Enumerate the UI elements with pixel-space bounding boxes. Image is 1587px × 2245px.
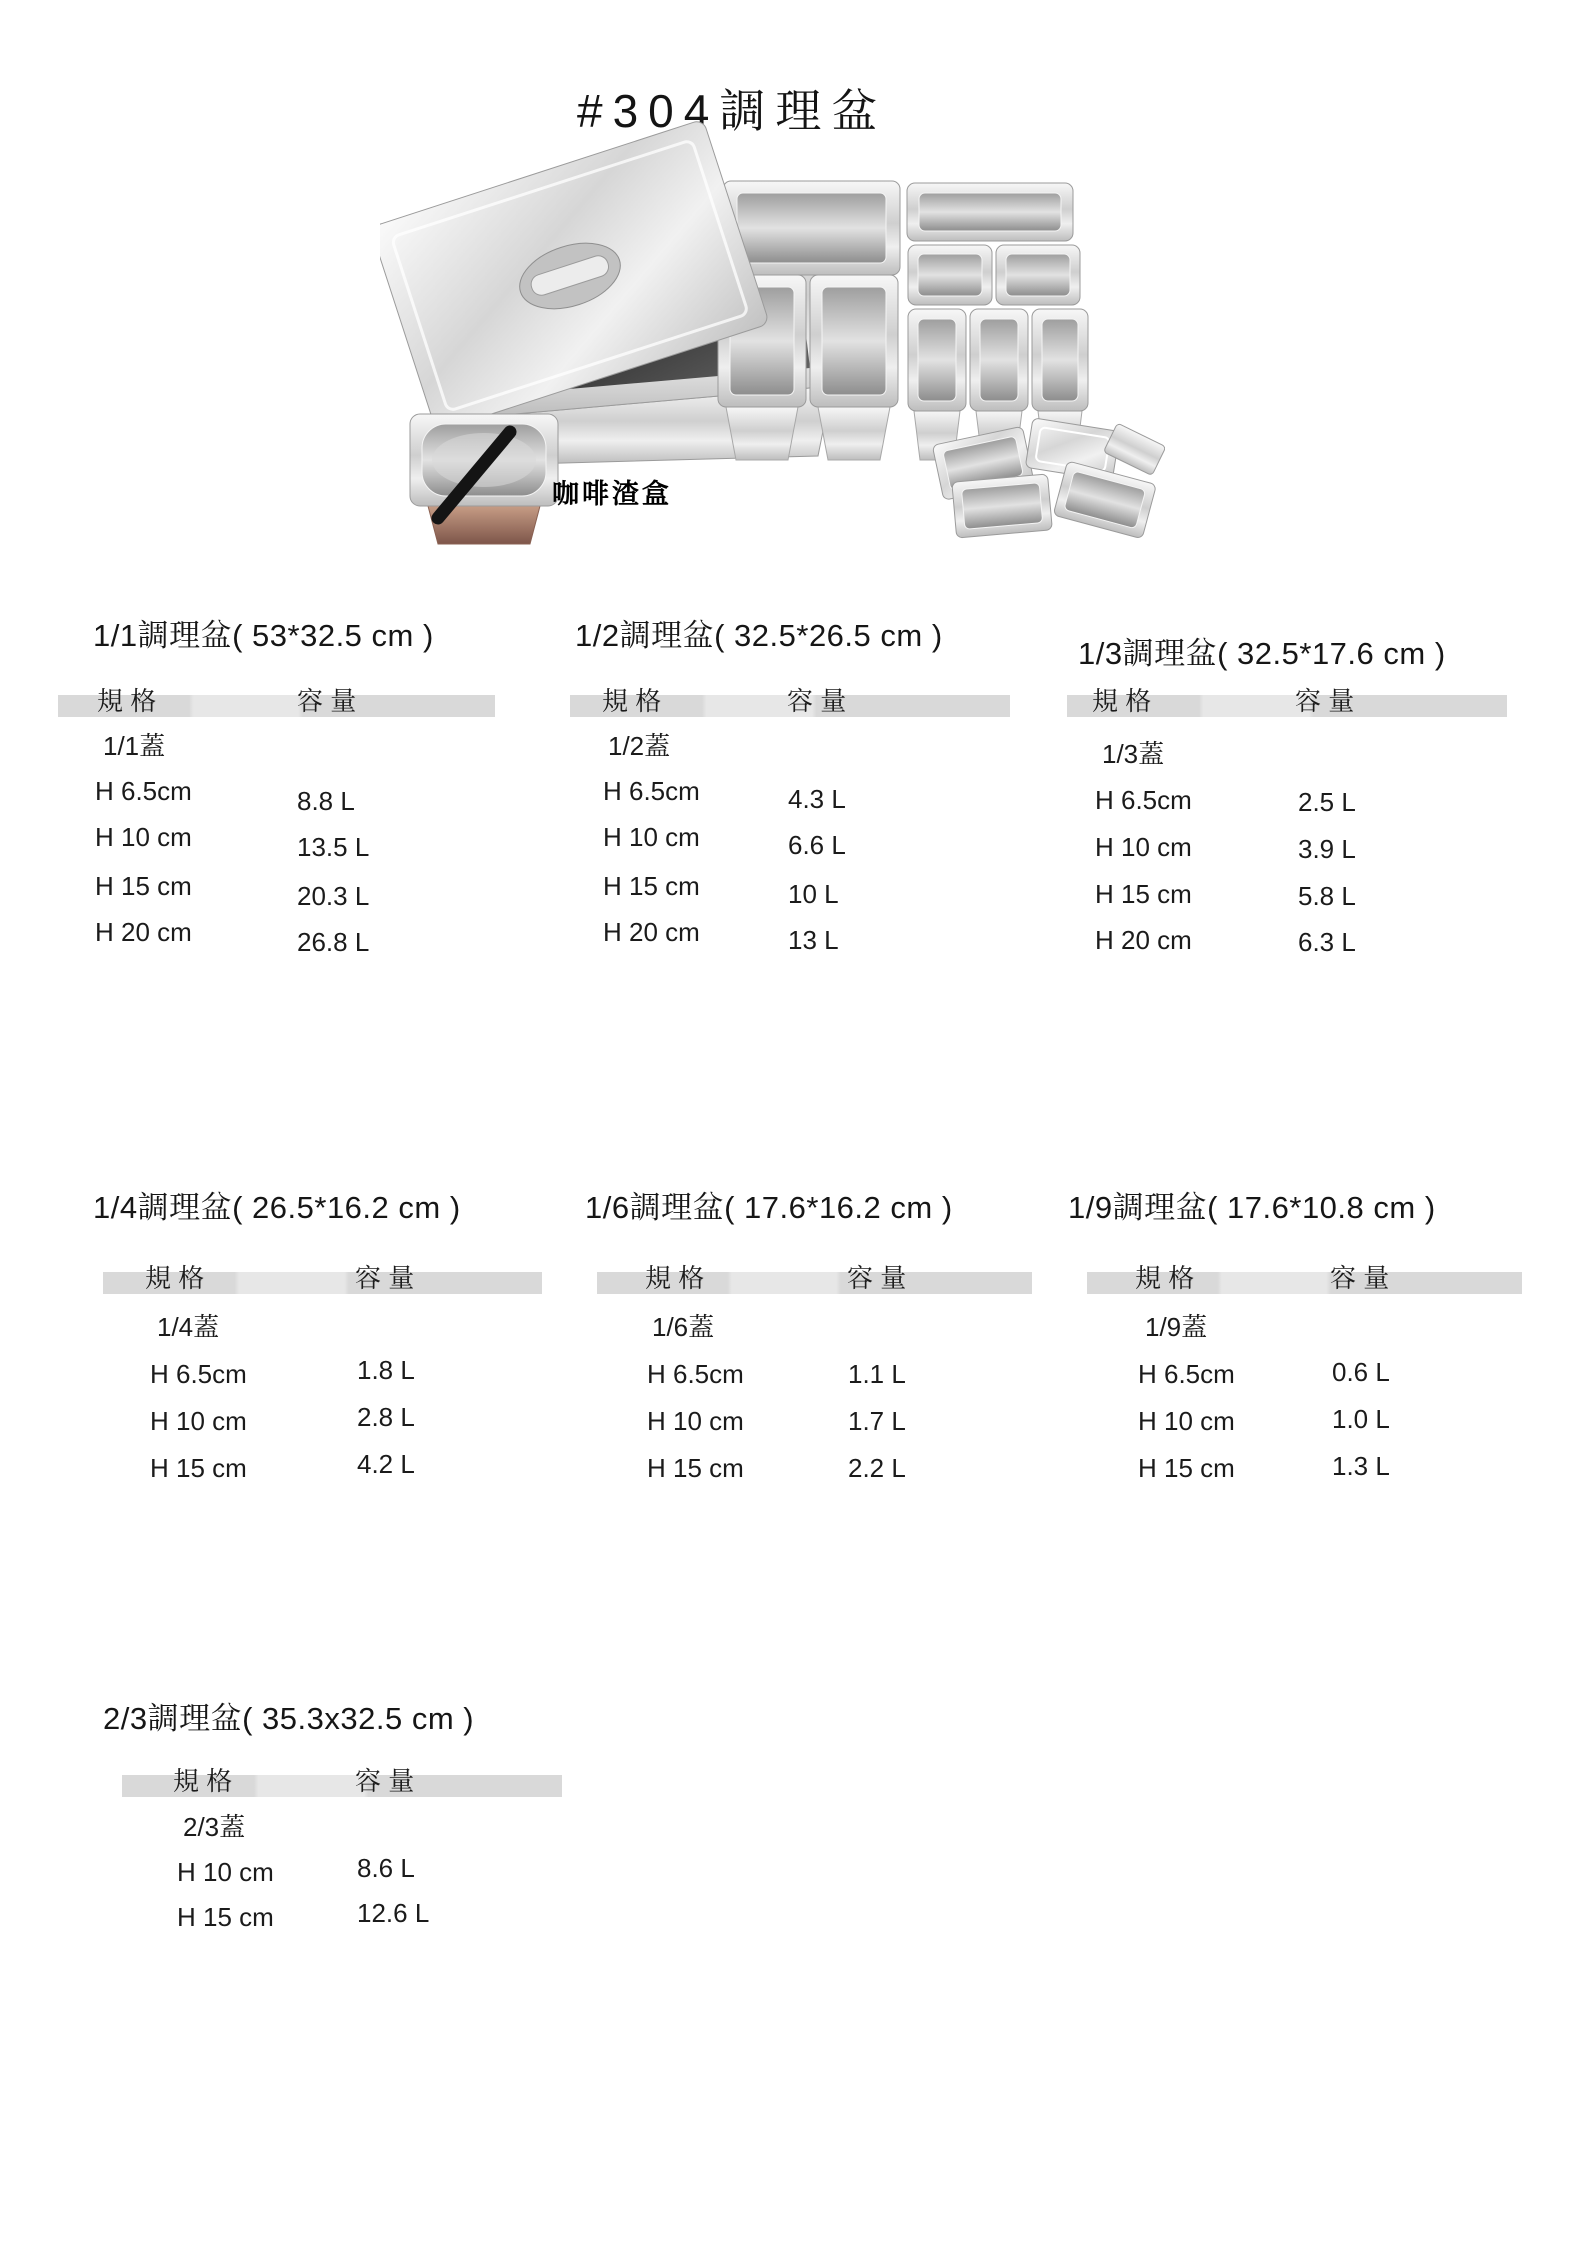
spec-cell: H 10 cm	[95, 822, 192, 852]
table-row	[103, 1402, 542, 1437]
table-row	[570, 776, 1010, 814]
spec-cell: H 15 cm	[1138, 1453, 1235, 1483]
pan-1-3-wide	[907, 183, 1073, 241]
table-row	[1087, 1357, 1522, 1390]
table-row	[570, 871, 1010, 909]
table-header-band	[122, 1766, 562, 1797]
pan-size-name: 1/6調理盆	[585, 1190, 725, 1225]
table-row	[1067, 880, 1507, 910]
capacity-cell: 1.1 L	[848, 1359, 906, 1389]
table-heading	[575, 610, 1030, 655]
pan-dimensions: ( 53*32.5 cm )	[232, 618, 434, 653]
table-row	[103, 1355, 542, 1390]
spec-cell: H 6.5cm	[1138, 1359, 1235, 1389]
table-row	[58, 917, 495, 957]
table-heading	[585, 1182, 1057, 1227]
spec-cell: H 10 cm	[150, 1406, 247, 1436]
capacity-cell: 4.2 L	[357, 1449, 415, 1479]
column-header-capacity: 容 量	[297, 686, 357, 716]
column-header-spec: 規 格	[145, 1263, 205, 1293]
pan-size-name: 1/1調理盆	[93, 618, 233, 653]
spec-cell: H 15 cm	[177, 1902, 274, 1932]
capacity-cell: 12.6 L	[357, 1898, 430, 1928]
table-row	[103, 1313, 542, 1343]
capacity-cell: 1.8 L	[357, 1355, 415, 1385]
table-row	[1087, 1404, 1522, 1437]
spec-cell: H 20 cm	[1095, 925, 1192, 955]
capacity-cell: 1.3 L	[1332, 1451, 1390, 1481]
capacity-cell: 1.7 L	[848, 1406, 906, 1436]
capacity-cell: 13 L	[788, 925, 839, 955]
spec-cell: H 15 cm	[95, 871, 192, 901]
column-header-spec: 規 格	[97, 686, 157, 716]
pan-1-4	[908, 245, 1080, 305]
table-row	[122, 1898, 562, 1933]
column-header-spec: 規 格	[1135, 1263, 1195, 1293]
table-row	[1067, 833, 1507, 863]
spec-cell: H 6.5cm	[647, 1359, 744, 1389]
table-header-band	[1067, 686, 1507, 717]
column-header-spec: 規 格	[645, 1263, 705, 1293]
table-header-band	[1087, 1263, 1522, 1294]
table-row	[58, 871, 495, 911]
capacity-cell: 6.6 L	[788, 830, 846, 860]
table-row	[1087, 1451, 1522, 1484]
capacity-cell: 1.0 L	[1332, 1404, 1390, 1434]
spec-cell: 1/3蓋	[1102, 739, 1165, 769]
pan-size-name: 1/2調理盆	[575, 618, 715, 653]
table-row	[58, 822, 495, 862]
table-heading	[1078, 628, 1527, 673]
table-heading	[103, 1693, 582, 1738]
spec-cell: H 6.5cm	[95, 776, 192, 806]
pan-dimensions: ( 32.5*26.5 cm )	[714, 618, 943, 653]
capacity-cell: 26.8 L	[297, 927, 370, 957]
column-header-capacity: 容 量	[355, 1766, 415, 1796]
column-header-spec: 規 格	[602, 686, 662, 716]
table-row	[103, 1449, 542, 1484]
coffee-box-label: 咖啡渣盒	[552, 479, 672, 509]
table-row	[122, 1853, 562, 1888]
table-heading	[93, 610, 518, 655]
table-row	[597, 1313, 1032, 1343]
table-heading	[93, 1182, 563, 1227]
spec-cell: H 6.5cm	[150, 1359, 247, 1389]
spec-table-1-2	[570, 610, 1030, 955]
table-row	[1087, 1313, 1522, 1343]
table-row	[58, 732, 495, 762]
column-header-capacity: 容 量	[355, 1263, 415, 1293]
spec-cell: H 6.5cm	[603, 776, 700, 806]
pan-dimensions: ( 26.5*16.2 cm )	[232, 1190, 461, 1225]
capacity-cell: 8.6 L	[357, 1853, 415, 1883]
table-row	[570, 732, 1010, 762]
column-header-capacity: 容 量	[847, 1263, 907, 1293]
capacity-cell: 2.2 L	[848, 1453, 906, 1483]
spec-cell: H 20 cm	[603, 917, 700, 947]
product-photo-pan-assortment	[920, 408, 1165, 543]
capacity-cell: 13.5 L	[297, 832, 370, 862]
pan-size-name: 1/3調理盆	[1078, 636, 1218, 671]
table-header-band	[570, 686, 1010, 717]
table-row	[570, 822, 1010, 860]
spec-cell: 2/3蓋	[183, 1812, 246, 1842]
capacity-cell: 10 L	[788, 879, 839, 909]
spec-cell: H 10 cm	[177, 1857, 274, 1887]
spec-cell: H 15 cm	[647, 1453, 744, 1483]
capacity-cell: 5.8 L	[1298, 881, 1356, 911]
table-row	[597, 1454, 1032, 1484]
spec-cell: H 6.5cm	[1095, 785, 1192, 815]
product-photo-coffee-knock-box	[408, 408, 563, 548]
capacity-cell: 6.3 L	[1298, 927, 1356, 957]
table-row	[570, 917, 1010, 955]
spec-cell: H 15 cm	[1095, 879, 1192, 909]
capacity-cell: 8.8 L	[297, 786, 355, 816]
table-row	[1067, 926, 1507, 956]
spec-cell: H 10 cm	[603, 822, 700, 852]
capacity-cell: 2.5 L	[1298, 787, 1356, 817]
spec-cell: 1/2蓋	[608, 731, 671, 761]
pan-dimensions: ( 32.5*17.6 cm )	[1217, 636, 1446, 671]
column-header-capacity: 容 量	[1330, 1263, 1390, 1293]
table-header-band	[597, 1263, 1032, 1294]
table-header-band	[103, 1263, 542, 1294]
spec-cell: H 10 cm	[1138, 1406, 1235, 1436]
pan-size-name: 1/4調理盆	[93, 1190, 233, 1225]
table-row	[122, 1813, 562, 1843]
spec-table-2-3	[103, 1693, 582, 1932]
table-row	[597, 1407, 1032, 1437]
spec-table-1-6	[585, 1182, 1057, 1483]
column-header-capacity: 容 量	[787, 686, 847, 716]
capacity-cell: 20.3 L	[297, 881, 370, 911]
capacity-cell: 3.9 L	[1298, 834, 1356, 864]
capacity-cell: 0.6 L	[1332, 1357, 1390, 1387]
column-header-capacity: 容 量	[1295, 686, 1355, 716]
table-heading	[1068, 1182, 1547, 1227]
spec-table-1-3	[1067, 628, 1527, 957]
pan-size-name: 2/3調理盆	[103, 1701, 243, 1736]
spec-table-1-4	[93, 1182, 563, 1483]
spec-table-1-1	[58, 610, 518, 957]
spec-cell: H 15 cm	[150, 1453, 247, 1483]
page-title: #304調理盆	[577, 84, 888, 137]
pan-size-name: 1/9調理盆	[1068, 1190, 1208, 1225]
table-header-band	[58, 686, 495, 717]
table-row	[1067, 740, 1507, 770]
spec-cell: 1/1蓋	[103, 731, 166, 761]
table-row	[1067, 786, 1507, 816]
spec-cell: 1/6蓋	[652, 1312, 715, 1342]
spec-cell: 1/9蓋	[1145, 1312, 1208, 1342]
spec-cell: H 15 cm	[603, 871, 700, 901]
spec-cell: H 10 cm	[647, 1406, 744, 1436]
column-header-spec: 規 格	[173, 1766, 233, 1796]
spec-cell: H 10 cm	[1095, 832, 1192, 862]
pan-dimensions: ( 17.6*16.2 cm )	[724, 1190, 953, 1225]
capacity-cell: 4.3 L	[788, 784, 846, 814]
spec-cell: H 20 cm	[95, 917, 192, 947]
column-header-spec: 規 格	[1092, 686, 1152, 716]
spec-table-1-9	[1068, 1182, 1547, 1483]
pan-dimensions: ( 17.6*10.8 cm )	[1207, 1190, 1436, 1225]
table-row	[58, 776, 495, 816]
pan-dimensions: ( 35.3x32.5 cm )	[242, 1701, 475, 1736]
capacity-cell: 2.8 L	[357, 1402, 415, 1432]
table-row	[597, 1360, 1032, 1390]
spec-cell: 1/4蓋	[157, 1312, 220, 1342]
